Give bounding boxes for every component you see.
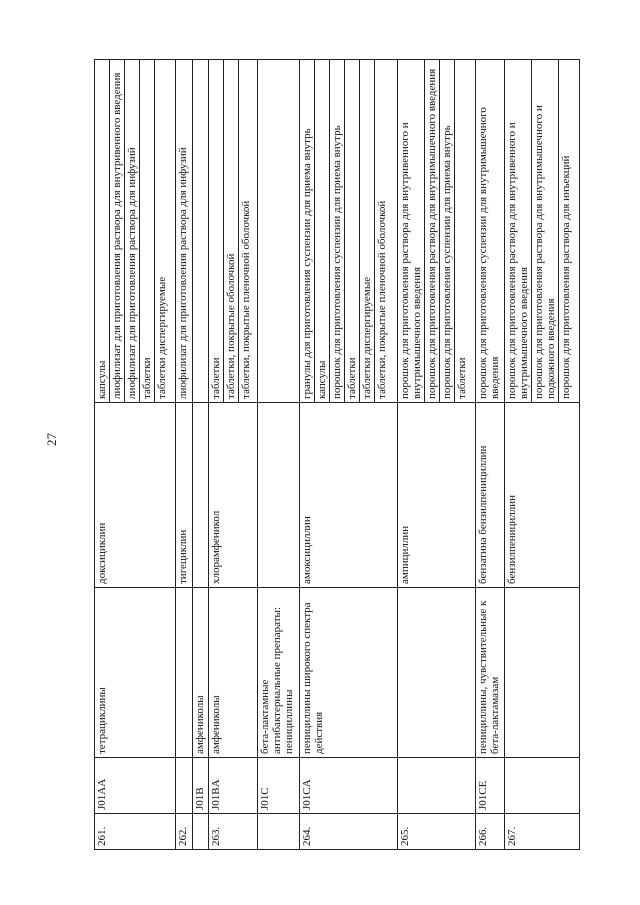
table-row [505, 60, 580, 850]
row-number-cell [257, 814, 299, 850]
dosage-forms-cell [257, 60, 299, 403]
table-row [300, 60, 398, 850]
dosage-forms-cell [192, 60, 208, 403]
table-row [95, 60, 176, 850]
dosage-form-item: таблетки, покрытые оболочкой [223, 60, 238, 402]
dosage-form-item: порошок для приготовления раствора для инъекций [559, 60, 574, 402]
table-row [257, 60, 299, 850]
table-row [192, 60, 208, 850]
drug-name-cell [257, 403, 299, 588]
page-number: 27 [44, 433, 59, 446]
drug-table-body [95, 60, 580, 850]
table-row [397, 60, 475, 850]
drug-name-cell: доксициклин [95, 403, 176, 588]
group-name-cell [176, 588, 192, 758]
dosage-form-item: таблетки [209, 357, 222, 399]
dosage-form-item: порошок для приготовления суспензии для приема внутрь [330, 60, 345, 402]
group-name-cell: тетрациклины [95, 588, 176, 758]
atc-code-cell: J01BA [208, 758, 257, 814]
atc-code-cell: J01CA [300, 758, 398, 814]
table-row [208, 60, 257, 850]
dosage-form-item: порошок для приготовления суспензии для приема внутрь [439, 60, 454, 402]
atc-code-cell: J01C [257, 758, 299, 814]
row-number-cell: 263. [208, 814, 257, 850]
drug-name-cell: амоксициллин [300, 403, 398, 588]
dosage-form-item: таблетки [140, 60, 155, 402]
atc-code-cell [505, 758, 580, 814]
dosage-forms-cell [475, 60, 504, 403]
dosage-form-item: таблетки, покрытые пленочной оболочкой [238, 60, 253, 402]
atc-code-cell: J01CE [475, 758, 504, 814]
group-name-cell: пенициллины широкого спектра действия [300, 588, 398, 758]
dosage-form-item: порошок для приготовления раствора для внутривенного и внутримышечного введения [506, 122, 531, 399]
dosage-form-item: капсулы [315, 60, 330, 402]
dosage-form-item: порошок для приготовления раствора для внутримышечного введения [424, 60, 439, 402]
dosage-forms-cell [505, 60, 580, 403]
atc-code-cell [176, 758, 192, 814]
dosage-forms-cell [176, 60, 192, 403]
row-number-cell: 265. [397, 814, 475, 850]
group-name-cell: амфениколы [208, 588, 257, 758]
drug-table [94, 59, 580, 850]
dosage-forms-cell [397, 60, 475, 403]
atc-code-cell: J01B [192, 758, 208, 814]
group-name-cell: бета-лактамные антибактериальные препараты: пенициллины [257, 588, 299, 758]
drug-name-cell: бензилпенициллин [505, 403, 580, 588]
row-number-cell: 261. [95, 814, 176, 850]
dosage-form-item: гранулы для приготовления суспензии для приема внутрь [301, 128, 314, 399]
row-number-cell: 264. [300, 814, 398, 850]
dosage-form-item: порошок для приготовления раствора для внутривенного и внутримышечного введения [398, 122, 423, 399]
dosage-form-item: капсулы [96, 360, 108, 399]
table-row [475, 60, 504, 850]
dosage-form-item: таблетки, покрытые пленочной оболочкой [375, 60, 390, 402]
table-row [176, 60, 192, 850]
dosage-forms-cell [95, 60, 176, 403]
row-number-cell [192, 814, 208, 850]
drug-name-cell [192, 403, 208, 588]
row-number-cell: 267. [505, 814, 580, 850]
rotated-table-container [94, 60, 580, 850]
row-number-cell: 266. [475, 814, 504, 850]
drug-name-cell: хлорамфеникол [208, 403, 257, 588]
dosage-form-item: таблетки [454, 60, 469, 402]
dosage-form-item: порошок для приготовления раствора для внутримышечного и подкожного введения [532, 60, 559, 402]
drug-name-cell: бензатина бензилпенициллин [475, 403, 504, 588]
drug-name-cell: ампициллин [397, 403, 475, 588]
atc-code-cell [397, 758, 475, 814]
group-name-cell: амфениколы [192, 588, 208, 758]
dosage-form-item: лиофилизат для приготовления раствора для инфузий [177, 147, 190, 399]
dosage-form-item: лиофилизат для приготовления раствора для внутривенного введения [110, 60, 125, 402]
dosage-forms-cell [208, 60, 257, 403]
dosage-form-item: лиофилизат для приготовления раствора для инфузий [125, 60, 140, 402]
drug-name-cell: тигециклин [176, 403, 192, 588]
dosage-form-item: таблетки [345, 60, 360, 402]
group-name-cell [397, 588, 475, 758]
dosage-forms-cell [300, 60, 398, 403]
group-name-cell: пенициллины, чувствительные к бета-лактамазам [475, 588, 504, 758]
atc-code-cell: J01AA [95, 758, 176, 814]
group-name-cell [505, 588, 580, 758]
dosage-form-item: таблетки диспергируемые [155, 60, 170, 402]
dosage-form-item: порошок для приготовления суспензии для внутримышечного введения [476, 107, 501, 399]
row-number-cell: 262. [176, 814, 192, 850]
dosage-form-item: таблетки диспергируемые [360, 60, 375, 402]
